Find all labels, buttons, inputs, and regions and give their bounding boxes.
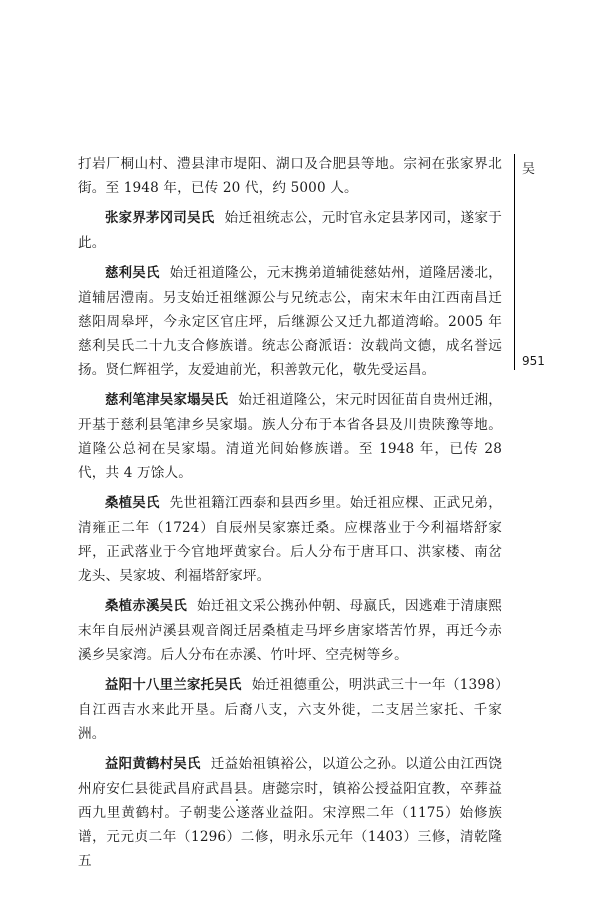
entry-title: 慈利吴氏	[105, 266, 160, 281]
entry-text: 始迁祖德重公，明洪武三十一年（1398）自江西吉水来此开垦。后裔八支，六支外徙，二支居兰家托、千家洲。	[78, 677, 503, 742]
entry-text: 始迁祖统志公，元时官永定县茅冈司，遂家于此。	[78, 210, 502, 251]
clan-entry	[78, 673, 502, 746]
entry-title: 益阳黄鹤村吴氏	[105, 757, 201, 772]
entry-text: 迁益始祖镇裕公，以道公之孙。以道公由江西饶州府安仁县徙武昌府武昌县。唐懿宗时，镇裕公授益阳宜教，卒葬益西九里黄鹤村。子朝斐公遂落业益阳。宋淳熙二年（1175）始修族谱，元元贞二年（1296）二修，明永乐元年（1403）三修，清乾隆五	[78, 756, 502, 869]
clan-entry	[78, 261, 502, 382]
entry-title: 桑植吴氏	[105, 496, 160, 511]
clan-entry	[78, 594, 502, 667]
clan-entry	[78, 752, 502, 873]
entry-text: 始迁祖道隆公，元末携弟道辅徙慈姑州，道隆居溇北，道辅居澧南。另支始迁祖继源公与兄统志公，南宋末年由江西南昌迁慈阳周皋坪，今永定区官庄坪，后继源公又迁九都道湾峪。2005 年慈利吴氏二十九支合修族谱。统志公裔派语：汝载尚文德，成名誉远扬。贤仁辉祖学，友爱迪前光，积善敦元化，敬先受运昌。	[78, 265, 502, 378]
print-speck	[236, 799, 238, 801]
clan-entry	[78, 491, 502, 588]
entry-text: 始迁祖文采公携孙仲朝、母嬴氏，因逃难于清康熙末年自辰州泸溪县观音阁迁居桑植走马坪乡唐家塔苦竹界，再迁今赤溪乡吴家湾。后人分布在赤溪、竹叶坪、空壳树等乡。	[78, 598, 502, 663]
clan-entry	[78, 388, 502, 485]
entry-text: 始迁祖道隆公，宋元时因征苗自贵州迁湘，开基于慈利县笔津乡吴家塌。族人分布于本省各县及川贵陕豫等地。道隆公总祠在吴家塌。清道光间始修族谱。至 1948 年，已传 28 代，共 4 万馀人。	[78, 392, 502, 481]
surname-side-label: 吴	[522, 162, 536, 177]
continued-paragraph: 打岩厂桐山村、澧县津市堤阳、湖口及合肥县等地。宗祠在张家界北街。至 1948 年，已传 20 代，约 5000 人。	[78, 156, 502, 196]
entry-title: 益阳十八里兰家托吴氏	[105, 678, 242, 693]
page-number: 951	[522, 354, 545, 368]
clan-entry	[78, 206, 502, 255]
entry-text: 先世祖籍江西泰和县西乡里。始迁祖应棵、正武兄弟，清雍正二年（1724）自辰州吴家寨迁桑。应棵落业于今利福塔舒家坪，正武落业于今官地坪黄家台。后人分布于唐耳口、洪家楼、南岔龙头、吴家坡、利福塔舒家坪。	[78, 495, 502, 584]
entry-title: 慈利笔津吴家塌吴氏	[105, 393, 229, 408]
page-body	[78, 152, 502, 879]
entry-title: 张家界茅冈司吴氏	[105, 211, 215, 226]
entry-title: 桑植赤溪吴氏	[105, 599, 187, 614]
side-divider-rule	[514, 154, 515, 370]
